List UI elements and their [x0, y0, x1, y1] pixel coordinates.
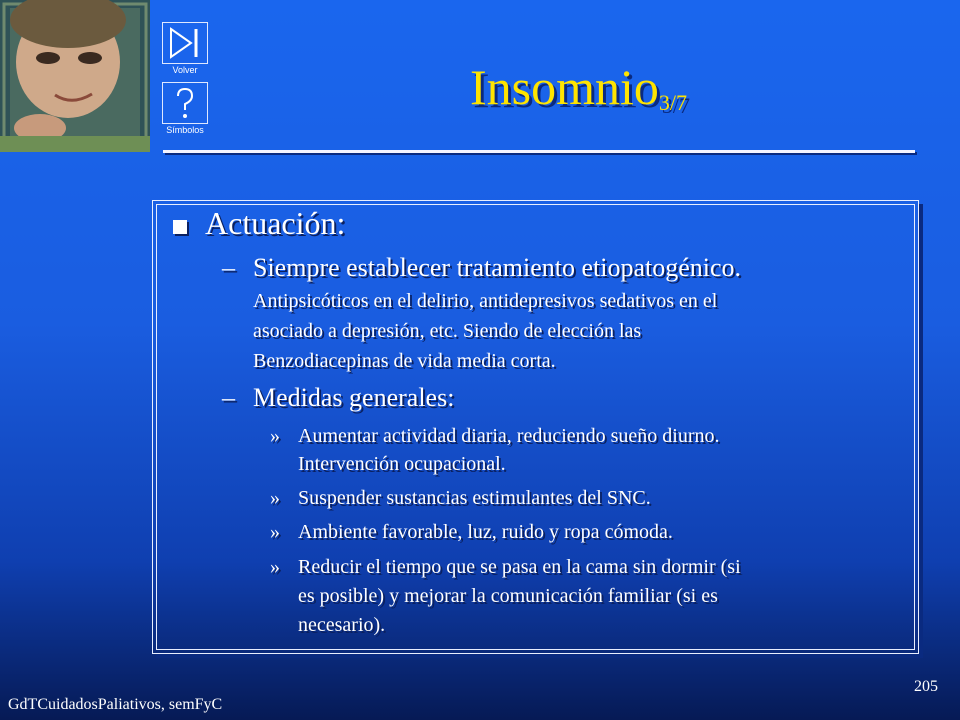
back-label[interactable]: Volver [172, 65, 198, 75]
title-text: Insomnio [470, 59, 659, 115]
title-subscript: 3/7 [658, 90, 688, 115]
raquo-bullet-1: » [270, 425, 280, 447]
symbols-button[interactable] [162, 82, 208, 124]
raquo-bullet-4: » [270, 556, 280, 578]
item1-title: Siempre establecer tratamiento etiopatogénico. [253, 253, 742, 282]
section-heading: Actuación: [205, 205, 346, 241]
subitem1-line2: Intervención ocupacional. [298, 453, 506, 475]
raquo-bullet-2: » [270, 487, 280, 509]
back-button[interactable] [162, 22, 208, 64]
item1-detail-1: Antipsicóticos en el delirio, antidepresivos sedativos en el [253, 290, 718, 312]
subitem4-line1: Reducir el tiempo que se pasa en la cama sin dormir (si [298, 556, 741, 578]
raquo-bullet-3: » [270, 521, 280, 543]
subitem4-line3: necesario). [298, 614, 386, 636]
play-forward-icon [163, 23, 207, 63]
item1-detail-2: asociado a depresión, etc. Siendo de elección las [253, 320, 642, 342]
square-bullet-icon [173, 220, 187, 234]
item2-title: Medidas generales: [253, 383, 455, 412]
subitem1-line1: Aumentar actividad diaria, reduciendo sueño diurno. [298, 425, 720, 447]
footer-credit: GdTCuidadosPaliativos, semFyC [8, 696, 223, 713]
portrait-illustration [0, 0, 150, 152]
item1-detail-3: Benzodiacepinas de vida media corta. [253, 350, 556, 372]
question-mark-icon [163, 83, 207, 123]
dash-bullet-1: – [222, 253, 235, 282]
dash-bullet-2: – [222, 383, 235, 412]
symbols-label[interactable]: Símbolos [166, 125, 204, 135]
subitem3: Ambiente favorable, luz, ruido y ropa cómoda. [298, 521, 673, 543]
portrait-image [0, 0, 150, 152]
subitem4-line2: es posible) y mejorar la comunicación familiar (si es [298, 585, 718, 607]
subitem2: Suspender sustancias estimulantes del SNC. [298, 487, 651, 509]
slide-title [470, 59, 688, 115]
title-divider [163, 150, 915, 153]
page-number: 205 [914, 678, 938, 695]
